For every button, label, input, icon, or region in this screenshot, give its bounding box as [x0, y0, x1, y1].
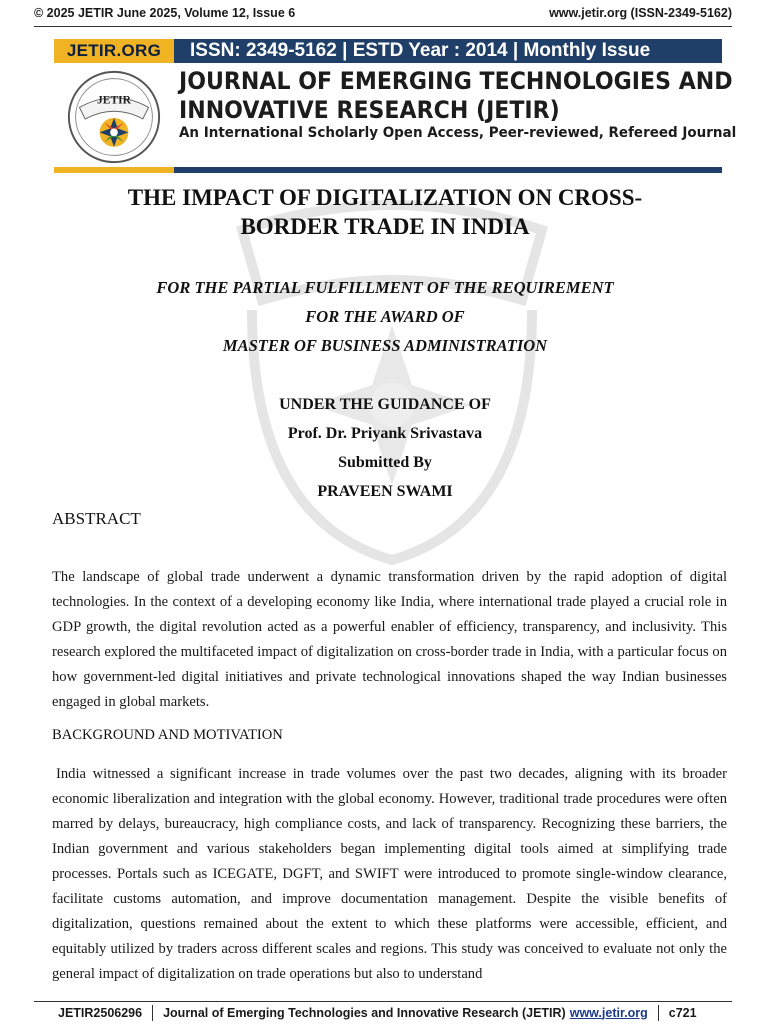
journal-title-line2: INNOVATIVE RESEARCH (JETIR) — [179, 96, 560, 124]
masthead-rule — [54, 167, 722, 173]
submitted-label: Submitted By — [338, 454, 432, 471]
header-issue-info: © 2025 JETIR June 2025, Volume 12, Issue 6 — [34, 6, 296, 20]
journal-masthead — [54, 39, 737, 175]
abstract-paragraph: The landscape of global trade underwent a dynamic transformation driven by the rapid adoption of digital technologies. In the context of a developing economy like India, where international trade played a crucial role in GDP growth, the digital revolution acted as a powerful enabler of efficiency, transparency, and inclusivity. This research explored the multifaceted impact of digitalization on cross-border trade in India, with a particular focus on how government-led digital initiatives and private technological innovations shaped the way Indian businesses engaged in global markets. — [52, 569, 727, 710]
issn-bar: ISSN: 2349-5162 | ESTD Year : 2014 | Monthly Issue — [174, 39, 722, 63]
paper-title-line2: BORDER TRADE IN INDIA — [240, 214, 530, 239]
running-footer — [34, 1001, 732, 1023]
guide-name: Prof. Dr. Priyank Srivastava — [287, 425, 483, 442]
journal-title-line1: JOURNAL OF EMERGING TECHNOLOGIES AND — [179, 67, 733, 95]
background-paragraph: India witnessed a significant increase in trade volumes over the past two decades, aligning with its broader economic liberalization and integration with the global economy. However, traditional trade procedures were often marred by delays, bureaucracy, high compliance costs, and lack of transparency. Recognizing these barriers, the Indian government and various stakeholders began implementing digital tools aimed at simplifying trade processes. Portals such as ICEGATE, DGFT, and SWIFT were introduced to promote single-window clearance, facilitate customs automation, and improve documentation management. Despite the visible benefits of digitalization, questions remained about the extent to which these platforms were accessible, efficient, and equitably utilized by traders across different scales and regions. This study was conceived to evaluate not only the general impact of digitalization on trade operations but also to understand — [52, 766, 727, 982]
paper-title-line1: THE IMPACT OF DIGITALIZATION ON CROSS- — [127, 185, 643, 210]
abstract-heading: ABSTRACT — [52, 509, 141, 528]
author-name: PRAVEEN SWAMI — [317, 483, 453, 500]
degree-line2: FOR THE AWARD OF — [305, 307, 465, 326]
journal-title — [179, 67, 733, 125]
footer-separator — [658, 1005, 659, 1021]
header-rule — [34, 26, 732, 27]
footer-journal: Journal of Emerging Technologies and Innovative Research (JETIR) — [163, 1005, 566, 1020]
running-header — [34, 6, 732, 26]
guidance-block — [40, 390, 730, 506]
footer-paper-id: JETIR2506296 — [58, 1005, 143, 1020]
degree-line3: MASTER OF BUSINESS ADMINISTRATION — [222, 336, 548, 355]
footer-separator — [152, 1005, 153, 1021]
header-website[interactable]: www.jetir.org (ISSN-2349-5162) — [549, 6, 732, 20]
degree-line1: FOR THE PARTIAL FULFILLMENT OF THE REQUIREMENT — [156, 278, 614, 297]
footer-website-link[interactable]: www.jetir.org — [569, 1005, 648, 1020]
footer-page-number: c721 — [668, 1005, 697, 1020]
watermark-seal — [222, 190, 562, 570]
paper-title — [60, 183, 710, 241]
logo-tag: JETIR.ORG — [54, 39, 174, 63]
background-heading: BACKGROUND AND MOTIVATION — [52, 727, 283, 743]
degree-statement — [40, 273, 730, 360]
guidance-label: UNDER THE GUIDANCE OF — [279, 396, 491, 413]
journal-subtitle: An International Scholarly Open Access, Peer-reviewed, Refereed Journal — [179, 125, 737, 141]
seal-text: JETIR — [97, 94, 131, 107]
jetir-seal-logo — [66, 69, 162, 165]
